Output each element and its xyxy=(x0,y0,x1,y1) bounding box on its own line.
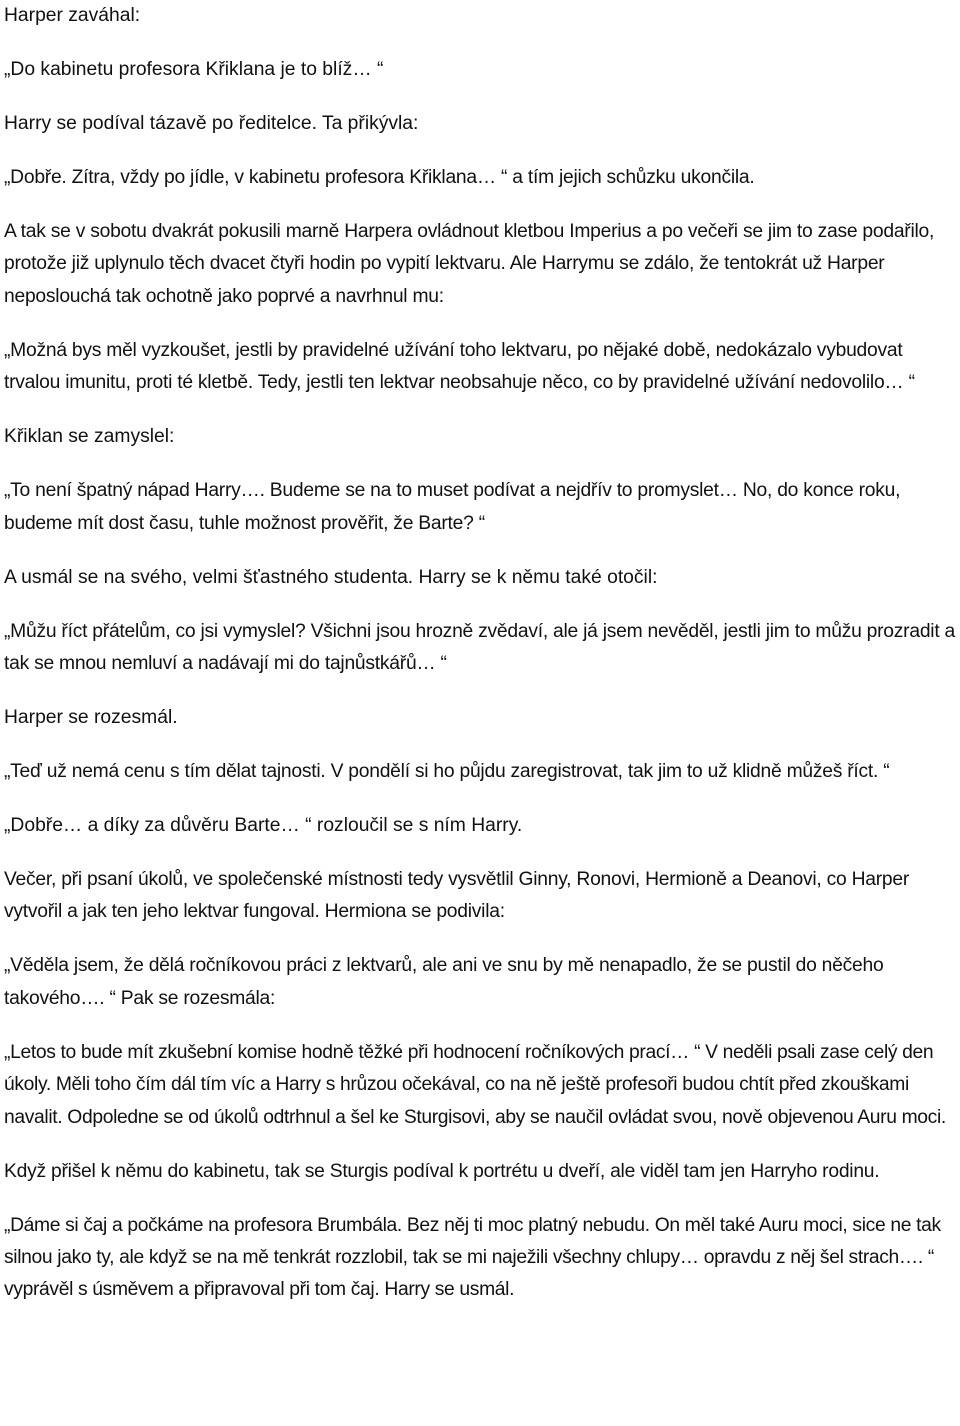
paragraph-dialogue-ted: „Teď už nemá cenu s tím dělat tajnosti. V pondělí si ho půjdu zaregistrovat, tak jim to už klidně můžeš říct. “ xyxy=(4,761,890,783)
paragraph-harry-looked: Harry se podíval tázavě po ředitelce. Ta přikývla: xyxy=(4,113,419,134)
paragraph-dialogue-letos: „Letos to bude mít zkušební komise hodně těžké při hodnocení ročníkových prací… “ V neděli psali zase celý den úkoly. Měli toho čím dál tím víc a Harry s hrůzou očekával, co na ně ještě profesoři budou chtít před zkouškami navalit. Odpoledne se od úkolů odtrhnul a šel ke Sturgisovi, aby se naučil ovládat svou, nově objevenou Auru moci. xyxy=(4,1041,946,1128)
paragraph-evening: Večer, při psaní úkolů, ve společenské místnosti tedy vysvětlil Ginny, Ronovi, Hermioně a Deanovi, co Harper vytvořil a jak ten jeho lektvar fungoval. Hermiona se podivila: xyxy=(4,869,910,923)
paragraph-dialogue-vedela: „Věděla jsem, že dělá ročníkovou práci z lektvarů, ale ani ve snu by mě nenapadlo, že se pustil do něčeho takového…. “ Pak se rozesmála: xyxy=(4,955,884,1009)
paragraph-dialogue-to-neni: „To není špatný nápad Harry…. Budeme se na to muset podívat a nejdřív to promyslet… No, do konce roku, budeme mít dost času, tuhle možnost prověřit, že Barte? “ xyxy=(4,480,901,534)
paragraph-sturgis-office: Když přišel k němu do kabinetu, tak se Sturgis podíval k portrétu u dveří, ale viděl tam jen Harryho rodinu. xyxy=(4,1160,880,1182)
paragraph-dialogue-kabinet: „Do kabinetu profesora Křiklana je to blíž… “ xyxy=(4,59,384,80)
paragraph-dialogue-goodbye: „Dobře… a díky za důvěru Barte… “ rozloučil se s ním Harry. xyxy=(4,815,523,837)
paragraph-dialogue-caj: „Dáme si čaj a počkáme na profesora Brumbála. Bez něj ti moc platný nebudu. On měl také Auru moci, sice ne tak silnou jako ty, ale když se na mě tenkrát rozzlobil, tak se mi naježili všechny chlupy… opravdu z něj šel strach…. “ vyprávěl s úsměvem a připravoval při tom čaj. Harry se usmál. xyxy=(4,1214,941,1301)
paragraph-dialogue-mozna: „Možná bys měl vyzkoušet, jestli by pravidelné užívání toho lektvaru, po nějaké době, nedokázalo vybudovat trvalou imunitu, proti té kletbě. Tedy, jestli ten lektvar neobsahuje něco, co by pravidelné užívání nedovolilo… “ xyxy=(4,339,915,394)
paragraph-saturday: A tak se v sobotu dvakrát pokusili marně Harpera ovládnout kletbou Imperius a po večeři se jim to zase podařilo, protože již uplynulo těch dvacet čtyři hodin po vypití lektvaru. Ale Harrymu se zdálo, že tentokrát už Harper neposlouchá tak ochotně jako poprvé a navrhnul mu: xyxy=(4,221,935,307)
paragraph-dialogue-dobre: „Dobře. Zítra, vždy po jídle, v kabinetu profesora Křiklana… “ a tím jejich schůzku ukončila. xyxy=(4,167,755,188)
paragraph-harper-laughed: Harper se rozesmál. xyxy=(4,707,178,729)
paragraph-smiled: A usmál se na svého, velmi šťastného studenta. Harry se k němu také otočil: xyxy=(4,566,658,588)
paragraph-dialogue-muzu: „Můžu říct přátelům, co jsi vymyslel? Všichni jsou hrozně zvědaví, ale já jsem nevěděl, jestli jim to můžu prozradit a tak se mnou nemluví a nadávají mi do tajnůstkářů… “ xyxy=(4,620,956,675)
document-page xyxy=(4,0,960,1328)
paragraph-kriklan-thought: Křiklan se zamyslel: xyxy=(4,426,175,448)
paragraph-harper-hesitated: Harper zaváhal: xyxy=(4,5,141,26)
